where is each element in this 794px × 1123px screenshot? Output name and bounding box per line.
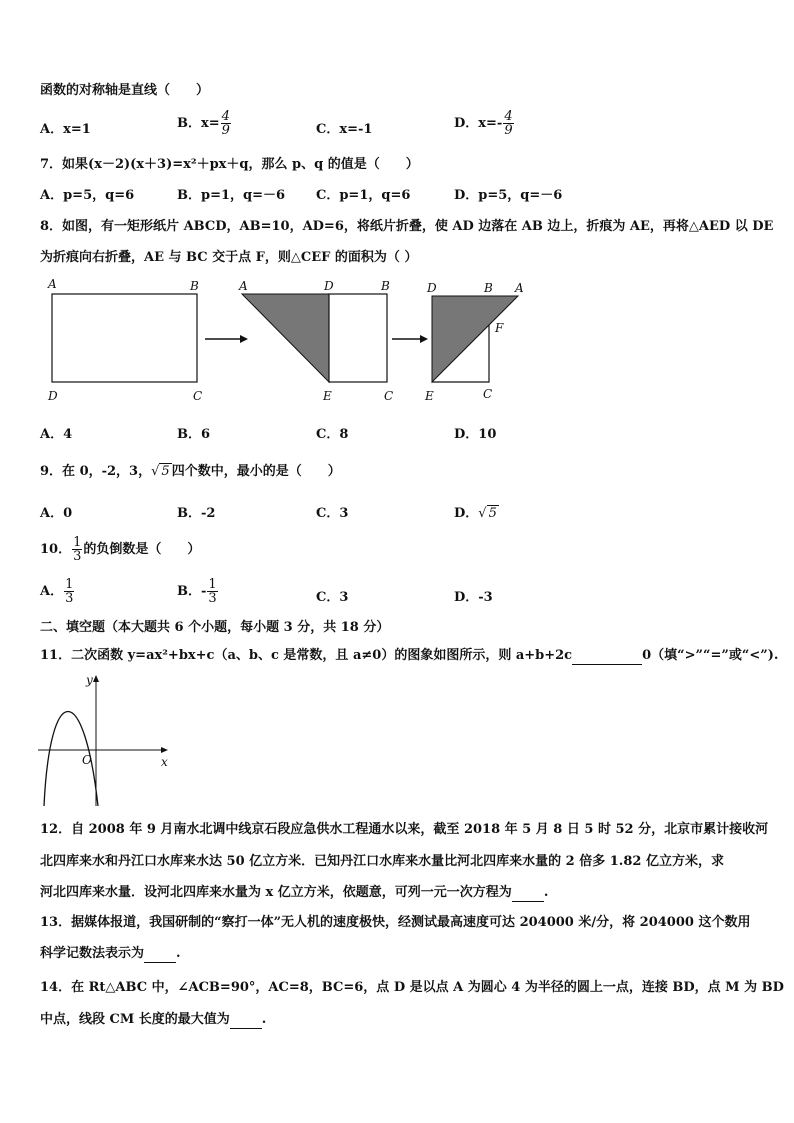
fig2-right-rect (329, 294, 387, 382)
q8-stem-line1: 8．如图，有一矩形纸片 ABCD，AB=10，AD=6，将纸片折叠，使 AD 边落在 AB 边上，折痕为 AE，再将△AED 以 DE (40, 219, 774, 234)
q10-option-c: C．3 (316, 590, 349, 605)
q6-option-a: A．x=1 (40, 122, 91, 137)
q10-option-b: B．- $\frac{1}{3}$ (177, 577, 217, 606)
fig2-label-c: C (384, 389, 394, 403)
fig1-label-d: D (48, 389, 58, 403)
q6-option-b: B．x= $\frac{4}{9}$ (177, 109, 230, 138)
x-axis-label: x (161, 755, 168, 769)
sqrt-symbol: √ 5 (151, 464, 170, 479)
q11-stem: 11．二次函数 y=ax²+bx+c（a、b、c 是常数，且 a≠0）的图象如图所示，则 a+b+2c 0（填“>”“=”或“<”). (40, 648, 779, 663)
q7-option-c: C．p=1，q=6 (316, 188, 411, 203)
q8-option-b: B．6 (177, 427, 211, 442)
q9-option-a: A．0 (40, 506, 73, 521)
fig2-label-d: D (324, 279, 334, 293)
answer-blank (230, 1012, 262, 1029)
q9-option-c: C．3 (316, 506, 349, 521)
y-axis-label: y (86, 673, 93, 687)
q9-option-d: D．√ 5 (454, 506, 497, 521)
answer-blank (512, 885, 544, 902)
fig2-label-a: A (239, 279, 248, 293)
q13-line2: 科学记数法表示为 . (40, 946, 181, 961)
fig3-label-f: F (495, 321, 504, 335)
fig3-label-a: A (515, 281, 524, 295)
q6-option-c: C．x=-1 (316, 122, 373, 137)
q10-option-a: A． $\frac{1}{3}$ (40, 577, 74, 606)
sqrt-symbol: √ 5 (478, 506, 497, 521)
q8-stem-line2: 为折痕向右折叠，AE 与 BC 交于点 F，则△CEF 的面积为（ ） (40, 250, 418, 265)
fig3-label-c: C (483, 387, 493, 401)
fig3-label-e: E (425, 389, 434, 403)
q9-stem: 9．在 0，-2，3，√ 5 四个数中，最小的是（ ） (40, 464, 341, 479)
q7-option-b: B．p=1，q=－6 (177, 188, 286, 203)
x-axis-arrow (161, 747, 168, 753)
y-axis-arrow (93, 675, 99, 682)
q13-line1: 13．据媒体报道，我国研制的“察打一体”无人机的速度极快，经测试最高速度可达 204000 米/分，将 204000 这个数用 (40, 915, 751, 930)
fig2-label-e: E (323, 389, 332, 403)
q12-line3: 河北四库来水量．设河北四库来水量为 x 亿立方米，依题意，可列一元一次方程为 . (40, 885, 549, 900)
q8-option-d: D．10 (454, 427, 497, 442)
answer-blank (144, 946, 176, 963)
fig3-label-b: B (484, 281, 493, 295)
q6-stem: 函数的对称轴是直线（ ） (40, 83, 210, 98)
q10-stem: 10． $\frac{1}{3}$ 的负倒数是（ ） (40, 535, 201, 564)
fig1-label-a: A (48, 277, 57, 291)
q8-folding-figure (40, 276, 540, 406)
origin-label: O (82, 753, 92, 767)
fig3-label-d: D (427, 281, 437, 295)
q11-parabola-graph (36, 670, 176, 810)
arrow-1-head (240, 335, 248, 343)
q7-stem: 7．如果(x－2)(x＋3)=x²＋px＋q，那么 p、q 的值是（ ） (40, 157, 419, 172)
fig1-label-c: C (193, 389, 203, 403)
q14-line1: 14．在 Rt△ABC 中，∠ACB=90°，AC=8，BC=6，点 D 是以点 A 为圆心 4 为半径的圆上一点，连接 BD，点 M 为 BD (40, 980, 784, 995)
q10-option-d: D．-3 (454, 590, 493, 605)
q7-option-a: A．p=5，q=6 (40, 188, 135, 203)
q7-option-d: D．p=5，q=－6 (454, 188, 563, 203)
section-heading: 二、填空题（本大题共 6 个小题，每小题 3 分，共 18 分） (40, 620, 390, 635)
arrow-2-head (420, 335, 428, 343)
q9-option-b: B．-2 (177, 506, 216, 521)
fig2-label-b: B (381, 279, 390, 293)
answer-blank (572, 648, 642, 665)
q12-line2: 北四库来水和丹江口水库来水达 50 亿立方米．已知丹江口水库来水量比河北四库来水量的 2 倍多 1.82 亿立方米，求 (40, 854, 724, 869)
q6-option-d: D．x=- $\frac{4}{9}$ (454, 109, 513, 138)
q12-line1: 12．自 2008 年 9 月南水北调中线京石段应急供水工程通水以来，截至 2018 年 5 月 8 日 5 时 52 分，北京市累计接收河 (40, 822, 769, 837)
fig1-label-b: B (190, 279, 199, 293)
fig3-shaded-triangle (432, 296, 518, 382)
q14-line2: 中点，线段 CM 长度的最大值为 . (40, 1012, 267, 1027)
q8-option-c: C．8 (316, 427, 349, 442)
q8-option-a: A．4 (40, 427, 73, 442)
fig2-shaded-triangle (242, 294, 329, 382)
fig1-rectangle (52, 294, 197, 382)
